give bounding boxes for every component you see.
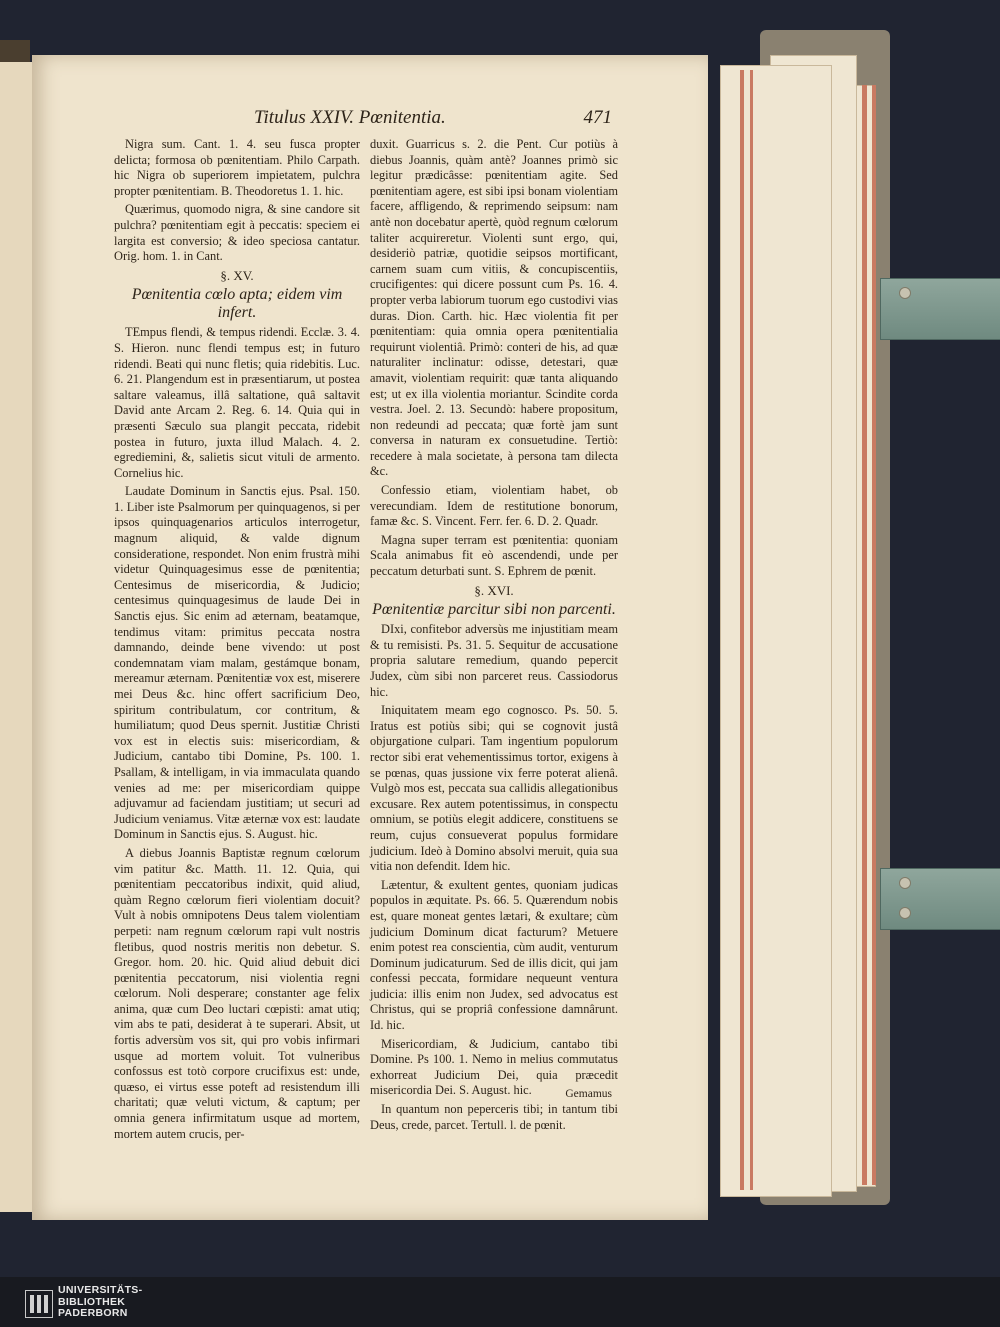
page-edge-red xyxy=(862,85,867,1185)
paragraph: A diebus Joannis Baptistæ regnum cœlorum vim patitur &c. Matth. 11. 12. Quia, qui pœnitentiam peccatoribus indixit, quid aliud, quàm Regno cœlorum fieri violentiam docuit? Vult à nobis omnipotens Deus talem violentiam perpeti: nam regnum cœlorum rapi vult nostris fletibus, quod nostris meritis non debetur. S. Gregor. hom. 20. hic. Quid aliud debuit dici pœnitentia peccatorum, nisi violentia regni cœlorum. Noli desperare; constanter age felix anima, quæ cum Deo luctari cœpisti: amat utiq; vim abs te pati, desiderat à te superari. Absit, ut fortis adversùm vos sit, qui pro vobis infirmari usque ad mortem voluit. Tot vulneribus confossus est totò corpore crucifixus est: unde, quæso, ei virtus esse poteft ad resistendum illi charitati; quæ veluti victum, & captum; per omnia genera infirmitatum usque ad mortem, mortem autem crucis, per- xyxy=(114,845,360,1141)
paragraph: In quantum non peperceris tibi; in tantum tibi Deus, crede, parcet. Tertull. l. de pœnit. xyxy=(370,1102,618,1132)
rivet xyxy=(899,907,911,919)
paragraph: Confessio etiam, violentiam habet, ob verecundiam. Idem de restitutione bonorum, famæ &c. S. Vincent. Ferr. fer. 6. D. 2. Quadr. xyxy=(370,483,618,529)
metal-clasp xyxy=(880,278,1000,340)
catchword: Gemamus xyxy=(565,1088,612,1100)
paragraph: Laudate Dominum in Sanctis ejus. Psal. 150. 1. Liber iste Psalmorum per quinquagenos, si per ipsos quinquagenarios articulos interrogetur, magnum aliquid, & valde dignum consideratione, respondet. Non enim frustrà mihi videtur Quinquagesimus esse de pœnitentia; Centesimus de misericordia, & Judicio; centesimus quinquagesimus de laude Dei in Sanctis ejus. Sic enim ad æternam, beatamque, tendimus vitam: primitus peccata nostra damnando, deinde bene vivendo: ut post condemnatam viam malam, gestámque bonam, mereamur æternam. Pœnitentiæ vox est, miserere mei Deus &c. hinc offert sacrificium Deo, spiritum contribulatum, cor contritum, & humiliatum; quod Deus spernit. Justitiæ Christi vox est in electis suis: misericordiam, & Judicium, cantabo tibi Domine, Ps. 100. 1. Psallam, & intelligam, in via immaculata quando venies ad me: per misericordiam quippe adjuvamur ad faciendam justitiam; ut securi ad Judicium veniamus. Vitæ æternæ vox est: laudate Dominum in Sanctis ejus. S. August. hic. xyxy=(114,484,360,842)
library-name: UNIVERSITÄTS- BIBLIOTHEK PADERBORN xyxy=(58,1284,143,1319)
page-stack-edge xyxy=(720,65,832,1197)
page-edge-red xyxy=(740,70,744,1190)
paragraph: DIxi, confitebor adversùs me injustitiam meam & tu remisisti. Ps. 31. 5. Sequitur de accusatione propria salutare remedium, quando pepercit Judex, cùm sibi non parceret reus. Cassiodorus hic. xyxy=(370,622,618,699)
book-page xyxy=(32,55,708,1220)
paragraph: Lætentur, & exultent gentes, quoniam judicas populos in æquitate. Ps. 66. 5. Quærendum nobis est, quare moneat gentes lætari, & exultare; cùm judicium Dominum dicat facturum? Metuere enim potest rea conscientia, cùm audit, venturum Dominum judicaturum. Sed de illis dicit, qui jam confessi peccata, formidare nequeunt ventura judicia: illis enim non Judex, sed advocatus est Christus, qui se propriâ confessione damnârunt. Id. hic. xyxy=(370,877,618,1033)
rivet xyxy=(899,877,911,889)
section-number: §. XV. xyxy=(220,267,254,283)
section-title: Pœnitentiæ parcitur sibi non parcenti. xyxy=(372,601,616,619)
library-footer xyxy=(0,1277,1000,1327)
page-edge-red xyxy=(750,70,753,1190)
paragraph: Nigra sum. Cant. 1. 4. seu fusca propter delicta; formosa ob pœnitentiam. Philo Carpath. hic Nigra ob superiorem impietatem, pulchra propter pœnitentiam. B. Theodoretus 1. 1. hic. xyxy=(114,137,360,198)
paragraph: duxit. Guarricus s. 2. die Pent. Cur potiùs à diebus Joannis, quàm antè? Joannes primò sic legitur prædicâsse: pœnitentiam agite. Sed pœnitentiam agere, est sibi ipsi bonam violentiam facere, affligendo, & reprimendo seipsum: nam antè non docebatur apertè, quòd regnum cœlorum taliter acquireretur. Violenti sunt ergo, qui, desideriò patriæ, quotidie seipsos mortificant, carnem suam cum vitiis, & concupiscentiis, crucifigentes: qui dicere possunt cum Ps. 16. 4. propter verba labiorum tuorum ego custodivi vias duras. Dion. Carth. hic. Hæc violentia fit per pœnitentiam: quia omnia opera pœnitentialia requirunt violentiâ. Primò: conteri de his, ad quæ naturaliter inclinatur: odisse, detestari, quæ amavit, violentiam requirit: quæ tanta aliquando est; ut ex illa violentia moriantur. Scindite corda vestra. Joel. 2. 13. Secundò: habere propositum, non redeundi ad peccata; quæ fortè jam sunt conversa in naturam ex consuetudine. Tertiò: recedere à mala societate, à persona tam dilecta &c. xyxy=(370,137,618,479)
page-number: 471 xyxy=(583,107,612,128)
library-logo-icon xyxy=(25,1290,53,1318)
left-column xyxy=(114,137,360,1145)
section-number: §. XVI. xyxy=(474,582,514,598)
right-column xyxy=(370,137,618,1136)
metal-clasp xyxy=(880,868,1000,930)
running-title: Titulus XXIV. Pœnitentia. xyxy=(254,107,446,128)
paragraph: Iniquitatem meam ego cognosco. Ps. 50. 5. Iratus est potiùs sibi; qui se cognovit justâ objurgatione culpari. Tam ingentium populorum rector sibi erat vehementissimus tortor, exigens à se pœnas, quas jussione vix ferre poterat alienâ. Vulgò mos est, peccata sua callidis allegationibus excusare. Rex autem potentissimus, in conspectu omnium, se potiùs elegit addicere, constituens se reum, cujus consueverat populus formidare judicium. Ideò à Domino absolvi meruit, quia sua vitia non defendit. Idem hic. xyxy=(370,703,618,874)
rivet xyxy=(899,287,911,299)
page-header xyxy=(32,107,708,137)
page-edge-red xyxy=(872,85,876,1185)
section-title: Pœnitentia cœlo apta; eidem vim infert. xyxy=(131,286,343,322)
paragraph: Misericordiam, & Judicium, cantabo tibi Domine. Ps 100. 1. Nemo in melius commutatus exhorreat Judicium Dei, quia præcedit misericordia Dei. S. August. hic. xyxy=(370,1036,618,1098)
paragraph: Magna super terram est pœnitentia: quoniam Scala animabus fit eò ascendendi, unde per peccatum deturbati sunt. S. Ephrem de pœnit. xyxy=(370,532,618,579)
paragraph: TEmpus flendi, & tempus ridendi. Ecclæ. 3. 4. S. Hieron. nunc flendi tempus est; in futuro ridendi. Beati qui nunc fletis; quia ridebitis. Luc. 6. 21. Plangendum est in præsentiarum, ut postea saltare valeamus, illâ saltatione, quâ saltavit David ante Arcam 2. Reg. 6. 14. Quia qui in præsenti Sæculo sua plangit peccata, ridebit postea in futuro, juxta illud Malach. 4. 2. egrediemini, &, salietis sicut vituli de armento. Cornelius hic. xyxy=(114,325,360,480)
paragraph: Quærimus, quomodo nigra, & sine candore sit pulchra? pœnitentiam egit à peccatis: speciem ei largita est conversio; & ideo speciosa cantatur. Orig. hom. 1. in Cant. xyxy=(114,202,360,264)
